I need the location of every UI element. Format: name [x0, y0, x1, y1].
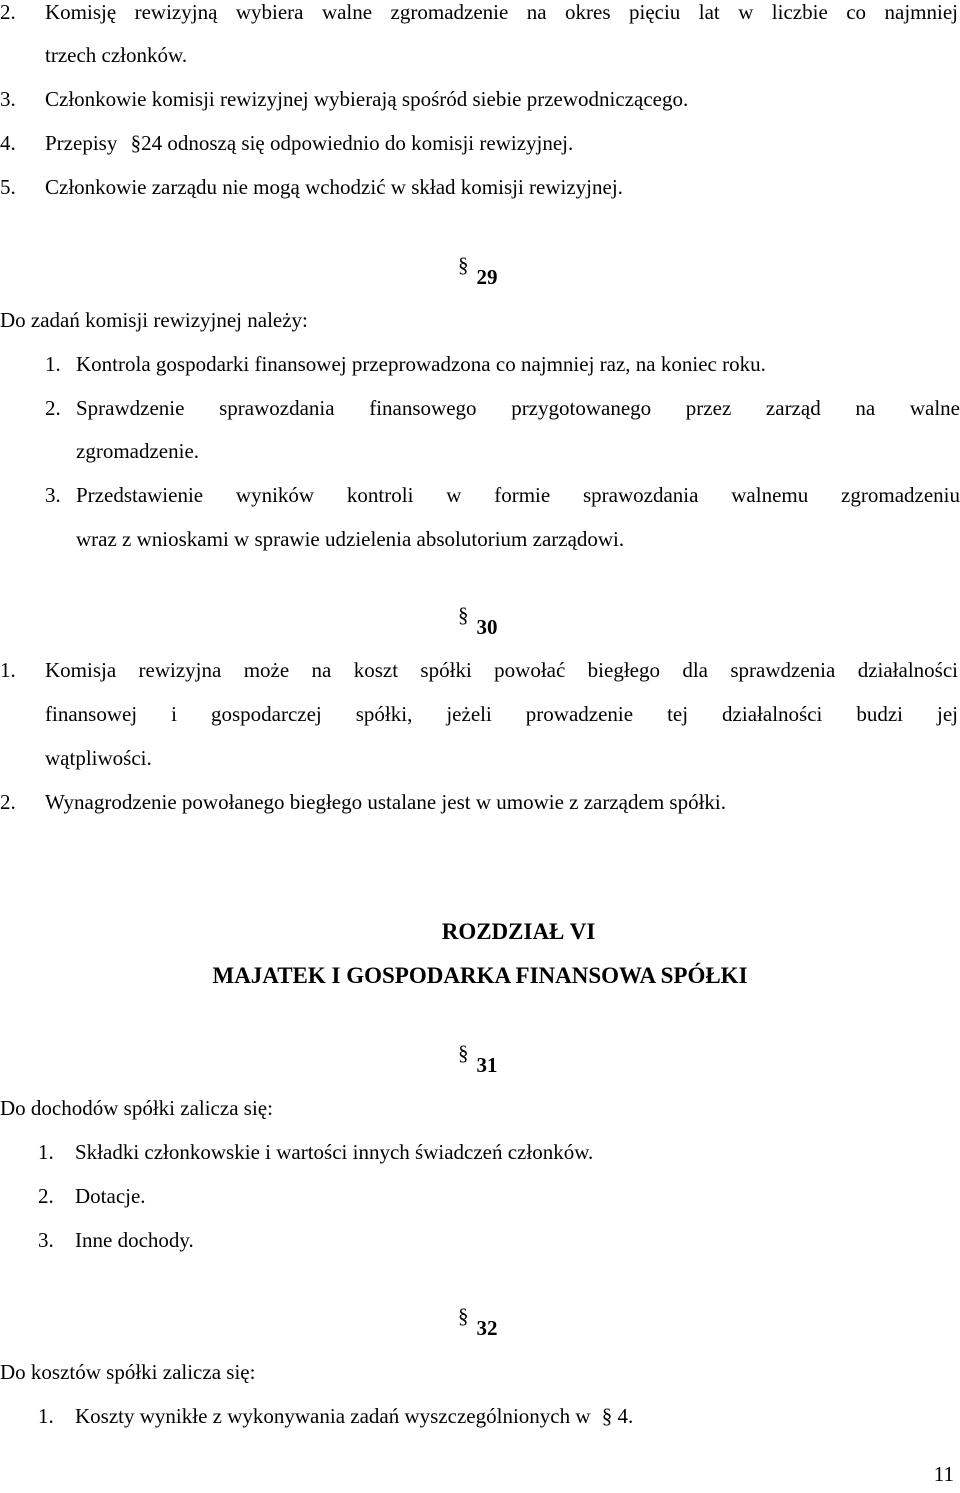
paragraph-heading: [458, 603, 498, 641]
list-item-text: [75, 1402, 633, 1430]
list-number: 1.: [45, 352, 61, 376]
section-symbol: §: [130, 131, 142, 155]
list-item-text: Kontrola gospodarki finansowej przeprowadzona co najmniej raz, na koniec roku.: [76, 352, 766, 376]
chapter-title: ROZDZIAŁ VI: [441, 919, 596, 944]
section-symbol: §: [458, 253, 469, 277]
list-item-text: Składki członkowskie i wartości innych świadczeń członków.: [75, 1140, 594, 1164]
list-item-text: Inne dochody.: [75, 1228, 194, 1252]
list-number: 4.: [0, 131, 16, 155]
list-item-text: [45, 129, 573, 157]
list-number: 2.: [0, 0, 16, 24]
paragraph-heading: [458, 1041, 498, 1079]
paragraph-number: 29: [476, 265, 498, 289]
paragraph-intro: Do kosztów spółki zalicza się:: [0, 1360, 256, 1384]
list-item-text: Członkowie zarządu nie mogą wchodzić w skład komisji rewizyjnej.: [45, 175, 623, 199]
list-number: 5.: [0, 175, 16, 199]
list-item-ref: 4.: [617, 1404, 634, 1428]
list-item-text: Dotacje.: [75, 1184, 146, 1208]
list-item-text-after: 24 odnoszą się odpowiednio do komisji rewizyjnej.: [141, 131, 574, 155]
page-number: 11: [933, 1462, 954, 1486]
list-item-line: Przedstawienie wyników kontroli w formie sprawozdania walnemu zgromadzeniu: [76, 483, 960, 507]
list-number: 3.: [0, 87, 16, 111]
section-symbol: §: [601, 1404, 613, 1428]
list-item-line: Komisja rewizyjna może na koszt spółki powołać biegłego dla sprawdzenia działalności: [45, 658, 958, 682]
list-number: 1.: [0, 658, 16, 682]
list-item-line: finansowej i gospodarczej spółki, jeżeli prowadzenie tej działalności budzi jej: [45, 702, 958, 726]
paragraph-heading: [458, 253, 498, 291]
list-item-line: wątpliwości.: [45, 746, 152, 770]
paragraph-heading: [458, 1304, 498, 1342]
paragraph-number: 31: [476, 1053, 498, 1077]
list-item-line: wraz z wnioskami w sprawie udzielenia absolutorium zarządowi.: [76, 527, 625, 551]
list-number: 2.: [0, 790, 16, 814]
list-item-text: Członkowie komisji rewizyjnej wybierają spośród siebie przewodniczącego.: [45, 87, 689, 111]
list-item-line: zgromadzenie.: [76, 439, 200, 463]
list-item-text-before: Przepisy: [45, 131, 118, 155]
list-number: 1.: [38, 1404, 54, 1428]
list-item-line: Komisję rewizyjną wybiera walne zgromadzenie na okres pięciu lat w liczbie co najmniej: [45, 0, 958, 24]
list-item-line: trzech członków.: [45, 43, 188, 67]
list-number: 1.: [38, 1140, 54, 1164]
paragraph-intro: Do dochodów spółki zalicza się:: [0, 1096, 273, 1120]
chapter-subtitle: MAJATEK I GOSPODARKA FINANSOWA SPÓŁKI: [212, 963, 748, 988]
list-item-text: Wynagrodzenie powołanego biegłego ustalane jest w umowie z zarządem spółki.: [45, 790, 727, 814]
list-item-line: Sprawdzenie sprawozdania finansowego przygotowanego przez zarząd na walne: [76, 396, 960, 420]
paragraph-number: 30: [476, 615, 498, 639]
list-item-text: [45, 0, 958, 26]
list-number: 2.: [38, 1184, 54, 1208]
paragraph-intro: Do zadań komisji rewizyjnej należy:: [0, 308, 308, 332]
list-number: 3.: [38, 1228, 54, 1252]
list-item-text-body: Koszty wynikłe z wykonywania zadań wyszczególnionych w: [75, 1404, 591, 1428]
section-symbol: §: [458, 603, 469, 627]
list-number: 2.: [45, 396, 61, 420]
paragraph-number: 32: [476, 1316, 498, 1340]
section-symbol: §: [458, 1304, 469, 1328]
section-symbol: §: [458, 1041, 469, 1065]
list-number: 3.: [45, 483, 61, 507]
